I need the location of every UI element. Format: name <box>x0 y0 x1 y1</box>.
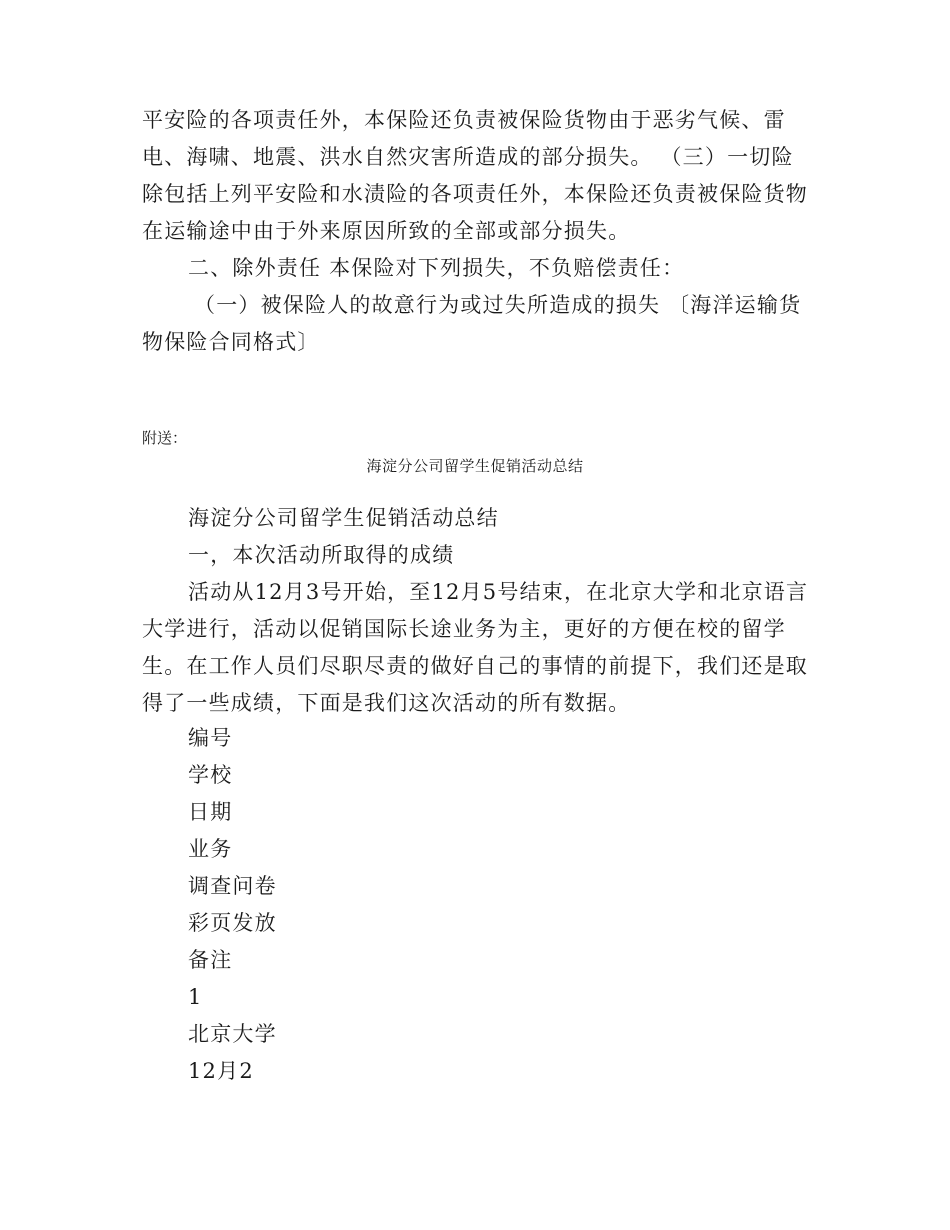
table-line: 备注 <box>188 948 233 972</box>
table-lines <box>188 720 277 1090</box>
attachment-title: 海淀分公司留学生促销活动总结 <box>366 457 584 475</box>
table-line: 编号 <box>188 726 233 750</box>
summary-heading: 海淀分公司留学生促销活动总结 <box>188 506 499 530</box>
table-line: 学校 <box>188 763 233 787</box>
table-line: 日期 <box>188 800 233 824</box>
table-line: 北京大学 <box>188 1022 277 1046</box>
table-line: 1 <box>188 985 203 1009</box>
paragraph-exclusion-one: （一）被保险人的故意行为或过失所造成的损失 〔海洋运输货物保险合同格式〕 <box>142 293 802 354</box>
summary-subheading: 一，本次活动所取得的成绩 <box>188 543 455 567</box>
summary-section <box>142 500 812 722</box>
paragraph-exclusions-heading: 二、除外责任 本保险对下列损失，不负赔偿责任： <box>188 256 685 280</box>
table-line: 12月2 <box>188 1059 254 1083</box>
table-line: 业务 <box>188 837 233 861</box>
table-line: 调查问卷 <box>188 874 277 898</box>
table-line: 彩页发放 <box>188 911 277 935</box>
attachment-label: 附送： <box>142 429 188 447</box>
paragraph-coverage: 平安险的各项责任外，本保险还负责被保险货物由于恶劣气候、雷电、海啸、地震、洪水自然灾害所造成的部分损失。 （三）一切险 除包括上列平安险和水渍险的各项责任外，本保险还负责被保险货物在运输途中由于外来原因所致的全部或部分损失。 <box>142 108 808 243</box>
summary-paragraph: 活动从12月3号开始，至12月5号结束，在北京大学和北京语言大学进行，活动以促销国际长途业务为主，更好的方便在校的留学生。在工作人员们尽职尽责的做好自己的事情的前提下，我们还是取得了一些成绩，下面是我们这次活动的所有数据。 <box>142 580 809 715</box>
insurance-section <box>142 102 812 361</box>
